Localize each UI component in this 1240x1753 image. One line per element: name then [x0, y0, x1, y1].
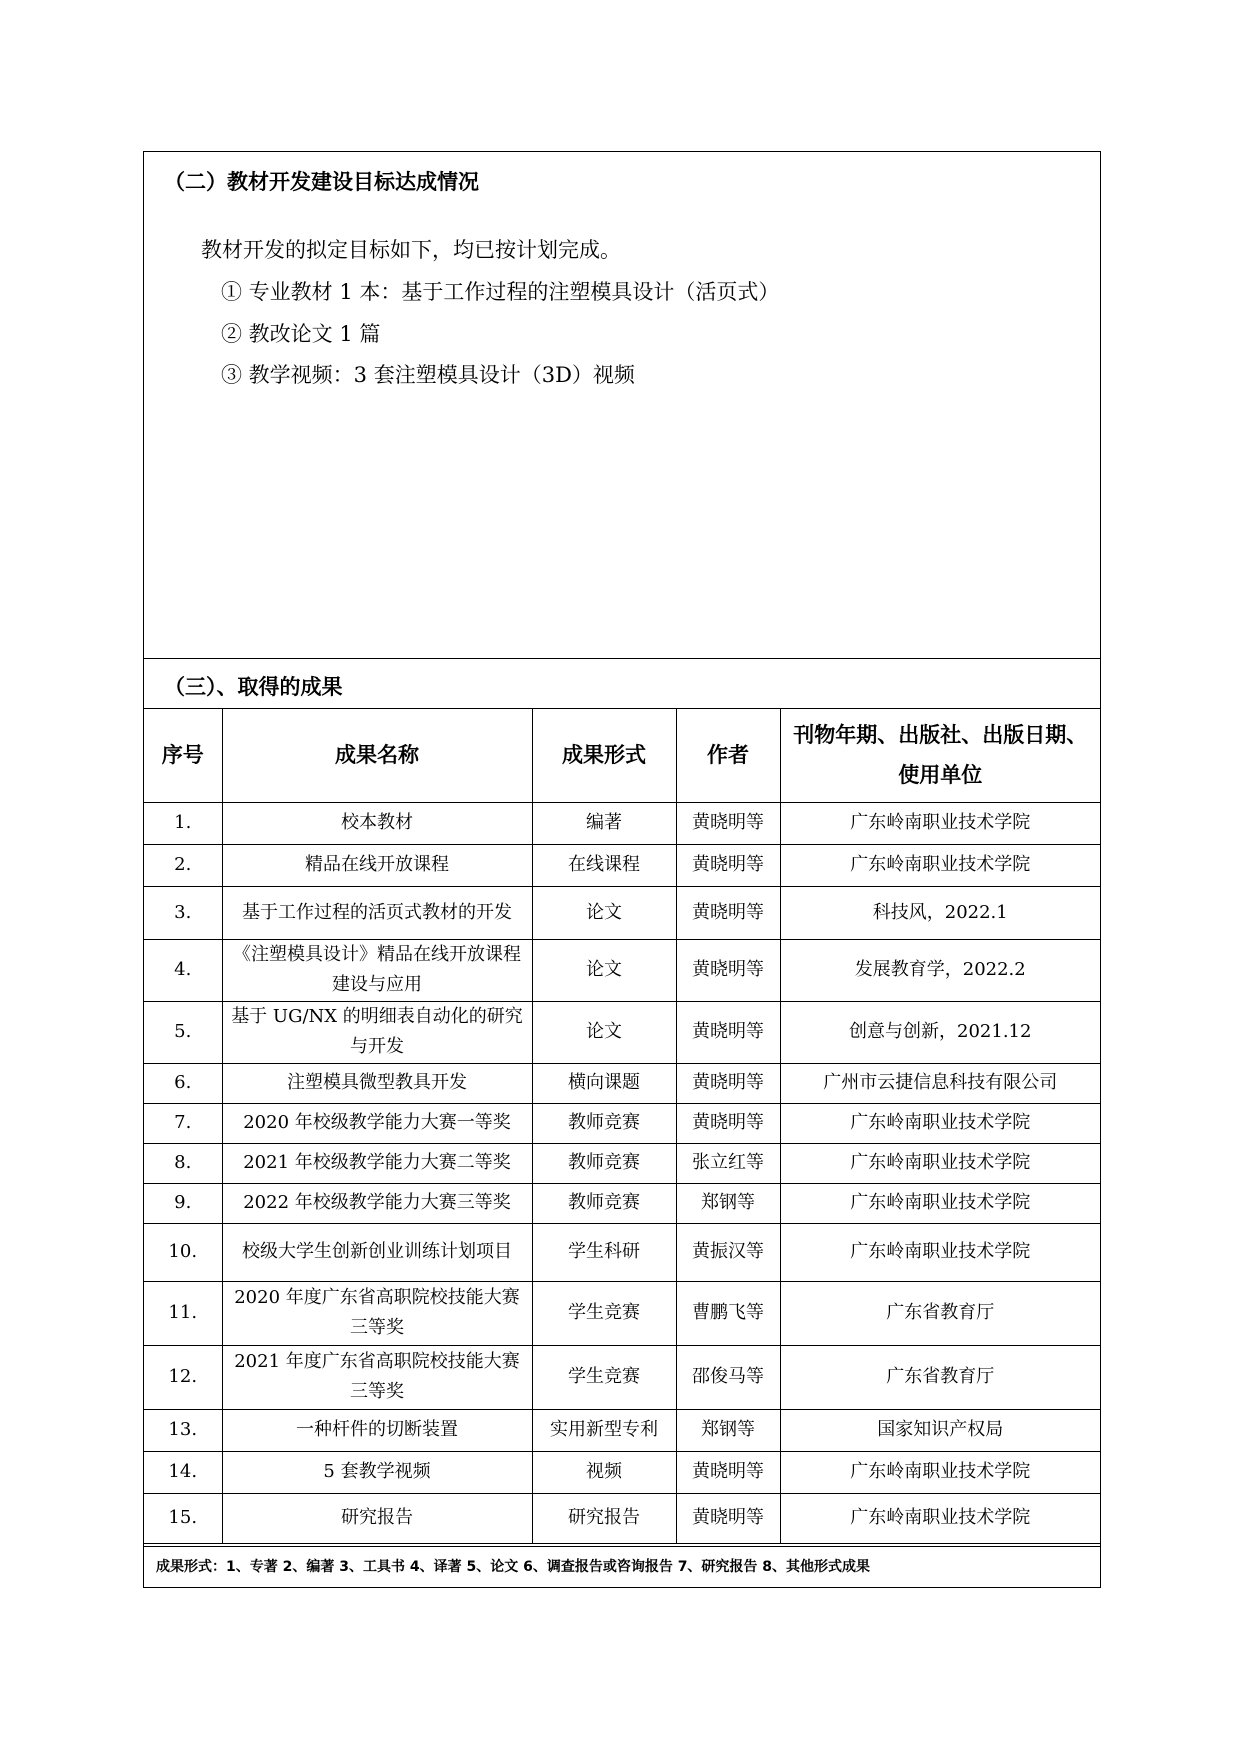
row-author: 曹鹏飞等 — [676, 1281, 780, 1345]
row-author: 黄振汉等 — [676, 1223, 780, 1281]
section-goals-title: （二）教材开发建设目标达成情况 — [164, 170, 479, 194]
goals-intro: 教材开发的拟定目标如下，均已按计划完成。 — [201, 238, 621, 262]
row-no: 12. — [144, 1345, 222, 1409]
row-publication: 创意与创新，2021.12 — [780, 1001, 1100, 1063]
row-author: 黄晓明等 — [676, 844, 780, 886]
row-publication: 广东岭南职业技术学院 — [780, 1451, 1100, 1493]
row-name: 2020 年校级教学能力大赛一等奖 — [222, 1103, 532, 1143]
table-row — [144, 1063, 1100, 1103]
row-publication: 广东岭南职业技术学院 — [780, 802, 1100, 844]
row-form: 横向课题 — [532, 1063, 676, 1103]
row-form: 论文 — [532, 886, 676, 939]
table-row — [144, 802, 1100, 844]
row-publication: 广东岭南职业技术学院 — [780, 1143, 1100, 1183]
row-publication: 广东岭南职业技术学院 — [780, 1493, 1100, 1543]
section-goals — [144, 152, 1100, 659]
row-author: 郑钢等 — [676, 1183, 780, 1223]
table-row — [144, 1493, 1100, 1543]
row-form: 教师竞赛 — [532, 1143, 676, 1183]
row-author: 黄晓明等 — [676, 1451, 780, 1493]
row-form: 研究报告 — [532, 1493, 676, 1543]
row-name: 5 套教学视频 — [222, 1451, 532, 1493]
row-form: 实用新型专利 — [532, 1409, 676, 1451]
row-name: 注塑模具微型教具开发 — [222, 1063, 532, 1103]
row-name: 2022 年校级教学能力大赛三等奖 — [222, 1183, 532, 1223]
results-footnote: 成果形式：1、专著 2、编著 3、工具书 4、译著 5、论文 6、调查报告或咨询报告 7、研究报告 8、其他形式成果 — [144, 1546, 1100, 1589]
report-frame — [143, 151, 1101, 1588]
header-form: 成果形式 — [532, 709, 676, 802]
table-row — [144, 1183, 1100, 1223]
header-name: 成果名称 — [222, 709, 532, 802]
row-publication: 广东岭南职业技术学院 — [780, 1183, 1100, 1223]
row-name: 2021 年校级教学能力大赛二等奖 — [222, 1143, 532, 1183]
table-row — [144, 1143, 1100, 1183]
row-author: 黄晓明等 — [676, 886, 780, 939]
row-author: 黄晓明等 — [676, 1063, 780, 1103]
row-form: 编著 — [532, 802, 676, 844]
row-no: 1. — [144, 802, 222, 844]
row-form: 学生竞赛 — [532, 1281, 676, 1345]
table-row — [144, 844, 1100, 886]
header-publication: 刊物年期、出版社、出版日期、使用单位 — [780, 709, 1100, 802]
row-name: 《注塑模具设计》精品在线开放课程建设与应用 — [222, 939, 532, 1001]
table-row — [144, 1223, 1100, 1281]
table-row — [144, 939, 1100, 1001]
row-no: 2. — [144, 844, 222, 886]
row-no: 13. — [144, 1409, 222, 1451]
header-author: 作者 — [676, 709, 780, 802]
row-author: 黄晓明等 — [676, 939, 780, 1001]
row-no: 3. — [144, 886, 222, 939]
row-author: 黄晓明等 — [676, 1001, 780, 1063]
row-no: 6. — [144, 1063, 222, 1103]
table-row — [144, 1451, 1100, 1493]
row-name: 研究报告 — [222, 1493, 532, 1543]
row-form: 学生科研 — [532, 1223, 676, 1281]
row-name: 基于工作过程的活页式教材的开发 — [222, 886, 532, 939]
row-name: 基于 UG/NX 的明细表自动化的研究与开发 — [222, 1001, 532, 1063]
row-author: 黄晓明等 — [676, 1103, 780, 1143]
row-author: 黄晓明等 — [676, 1493, 780, 1543]
row-name: 2020 年度广东省高职院校技能大赛三等奖 — [222, 1281, 532, 1345]
row-no: 4. — [144, 939, 222, 1001]
row-publication: 广东省教育厅 — [780, 1345, 1100, 1409]
row-no: 5. — [144, 1001, 222, 1063]
table-row — [144, 1103, 1100, 1143]
row-name: 精品在线开放课程 — [222, 844, 532, 886]
row-no: 11. — [144, 1281, 222, 1345]
row-form: 教师竞赛 — [532, 1183, 676, 1223]
row-form: 学生竞赛 — [532, 1345, 676, 1409]
row-name: 一种杆件的切断装置 — [222, 1409, 532, 1451]
header-no: 序号 — [144, 709, 222, 802]
row-publication: 国家知识产权局 — [780, 1409, 1100, 1451]
row-form: 视频 — [532, 1451, 676, 1493]
row-author: 邵俊马等 — [676, 1345, 780, 1409]
row-name: 校级大学生创新创业训练计划项目 — [222, 1223, 532, 1281]
goal-item-2: ② 教改论文 1 篇 — [221, 322, 381, 346]
row-publication: 广东岭南职业技术学院 — [780, 1223, 1100, 1281]
table-row — [144, 1409, 1100, 1451]
row-no: 9. — [144, 1183, 222, 1223]
row-no: 15. — [144, 1493, 222, 1543]
row-no: 7. — [144, 1103, 222, 1143]
row-form: 在线课程 — [532, 844, 676, 886]
row-publication: 发展教育学，2022.2 — [780, 939, 1100, 1001]
row-author: 张立红等 — [676, 1143, 780, 1183]
goal-item-1: ① 专业教材 1 本：基于工作过程的注塑模具设计（活页式） — [221, 280, 780, 304]
section-results-header — [144, 659, 1100, 709]
section-results-title: （三）、取得的成果 — [164, 675, 343, 699]
goal-item-3: ③ 教学视频：3 套注塑模具设计（3D）视频 — [221, 363, 635, 387]
row-form: 教师竞赛 — [532, 1103, 676, 1143]
table-row — [144, 1345, 1100, 1409]
row-no: 8. — [144, 1143, 222, 1183]
table-row — [144, 1001, 1100, 1063]
table-header-row — [144, 709, 1100, 802]
row-name: 校本教材 — [222, 802, 532, 844]
row-form: 论文 — [532, 1001, 676, 1063]
row-publication: 广州市云捷信息科技有限公司 — [780, 1063, 1100, 1103]
row-publication: 科技风，2022.1 — [780, 886, 1100, 939]
results-body — [144, 802, 1100, 1543]
row-no: 10. — [144, 1223, 222, 1281]
row-publication: 广东岭南职业技术学院 — [780, 844, 1100, 886]
row-no: 14. — [144, 1451, 222, 1493]
results-table — [144, 709, 1100, 1544]
row-form: 论文 — [532, 939, 676, 1001]
row-name: 2021 年度广东省高职院校技能大赛三等奖 — [222, 1345, 532, 1409]
table-row — [144, 1281, 1100, 1345]
row-author: 黄晓明等 — [676, 802, 780, 844]
row-author: 郑钢等 — [676, 1409, 780, 1451]
row-publication: 广东省教育厅 — [780, 1281, 1100, 1345]
row-publication: 广东岭南职业技术学院 — [780, 1103, 1100, 1143]
table-row — [144, 886, 1100, 939]
